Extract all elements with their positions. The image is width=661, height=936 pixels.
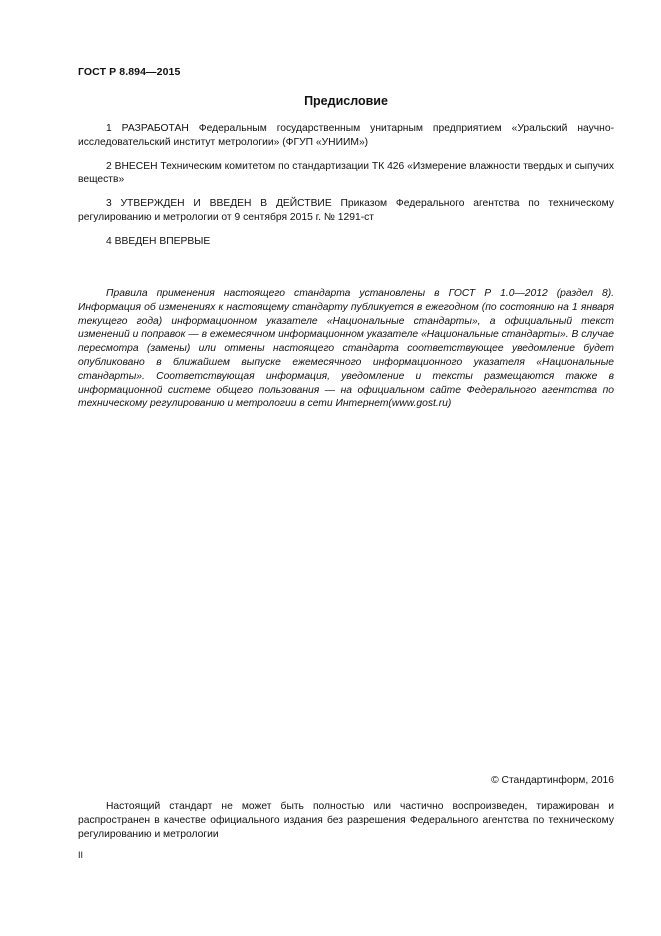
foreword-item-4: 4 ВВЕДЕН ВПЕРВЫЕ bbox=[106, 235, 211, 247]
standard-id: ГОСТ Р 8.894—2015 bbox=[78, 66, 181, 78]
section-title: Предисловие bbox=[304, 94, 388, 108]
foreword-item-3: 3 УТВЕРЖДЕН И ВВЕДЕН В ДЕЙСТВИЕ Приказом Федерального агентства по техническому регулированию и метрологии от 9 сентября 2015 г. № 1291-ст bbox=[78, 198, 614, 223]
foreword-item-1: 1 РАЗРАБОТАН Федеральным государственным унитарным предприятием «Уральский научно-исследовательский институт метрологии» (ФГУП «УНИИМ») bbox=[78, 123, 614, 148]
foreword-item-2: 2 ВНЕСЕН Техническим комитетом по стандартизации ТК 426 «Измерение влажности твердых и сыпучих веществ» bbox=[78, 160, 614, 186]
reproduction-notice: Настоящий стандарт не может быть полностью или частично воспроизведен, тиражирован и распространен в качестве официального издания без разрешения Федерального агентства по техническому регулированию и метрологии bbox=[78, 801, 614, 840]
copyright-line: © Стандартинформ, 2016 bbox=[491, 775, 614, 786]
foreword-items bbox=[78, 122, 614, 259]
application-notice: Правила применения настоящего стандарта установлены в ГОСТ Р 1.0—2012 (раздел 8). Информация об изменениях к настоящему стандарту публикуется в ежегодном (по состоянию на 1 января текущего года) информационном указателе «Национальные стандарты», а официальный текст изменений и поправок — в ежемесячном информационном указателе «Национальные стандарты». В случае пересмотра (замены) или отмены настоящего стандарта соответствующее уведомление будет опубликовано в ближайшем выпуске ежемесячного информационного указателя «Национальные стандарты». Соответствующая информация, уведомление и тексты размещаются также в информационной системе общего пользования — на официальном сайте Федерального агентства по техническому регулированию и метрологии в сети Интернет(www.gost.ru) bbox=[78, 288, 614, 410]
page-number: II bbox=[78, 850, 84, 860]
